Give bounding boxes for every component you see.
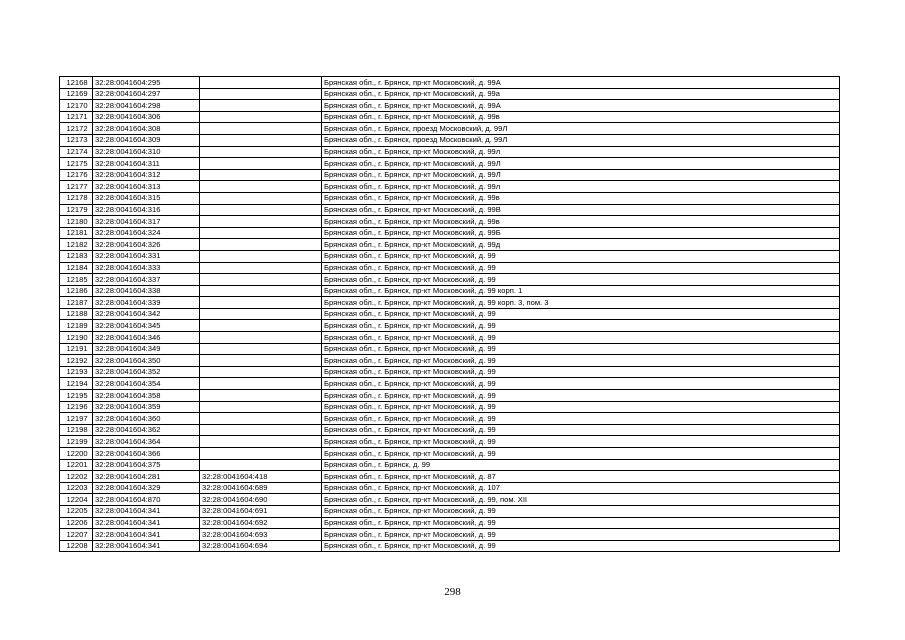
address-cell: Брянская обл., г. Брянск, пр-кт Московский, д. 99 <box>322 390 840 402</box>
cadastral-number-cell: 32:28:0041604:352 <box>93 366 200 378</box>
address-cell: Брянская обл., г. Брянск, пр-кт Московский, д. 99 корп. 3, пом. 3 <box>322 297 840 309</box>
row-number-cell: 12180 <box>60 216 93 228</box>
row-number-cell: 12187 <box>60 297 93 309</box>
parent-cadastral-number-cell <box>200 413 322 425</box>
table-row <box>60 77 840 89</box>
parent-cadastral-number-cell <box>200 77 322 89</box>
address-cell: Брянская обл., г. Брянск, пр-кт Московский, д. 99 корп. 1 <box>322 285 840 297</box>
address-cell: Брянская обл., г. Брянск, пр-кт Московский, д. 99 <box>322 401 840 413</box>
row-number-cell: 12182 <box>60 239 93 251</box>
row-number-cell: 12186 <box>60 285 93 297</box>
register-table-body <box>60 77 840 552</box>
address-cell: Брянская обл., г. Брянск, пр-кт Московский, д. 99 <box>322 355 840 367</box>
table-row <box>60 494 840 506</box>
cadastral-number-cell: 32:28:0041604:306 <box>93 111 200 123</box>
parent-cadastral-number-cell <box>200 448 322 460</box>
cadastral-number-cell: 32:28:0041604:313 <box>93 181 200 193</box>
table-row <box>60 181 840 193</box>
cadastral-number-cell: 32:28:0041604:364 <box>93 436 200 448</box>
row-number-cell: 12177 <box>60 181 93 193</box>
parent-cadastral-number-cell <box>200 88 322 100</box>
cadastral-number-cell: 32:28:0041604:360 <box>93 413 200 425</box>
cadastral-number-cell: 32:28:0041604:870 <box>93 494 200 506</box>
address-cell: Брянская обл., г. Брянск, пр-кт Московский, д. 99 <box>322 366 840 378</box>
cadastral-number-cell: 32:28:0041604:311 <box>93 158 200 170</box>
cadastral-number-cell: 32:28:0041604:358 <box>93 390 200 402</box>
table-row <box>60 204 840 216</box>
row-number-cell: 12200 <box>60 448 93 460</box>
cadastral-number-cell: 32:28:0041604:312 <box>93 169 200 181</box>
cadastral-number-cell: 32:28:0041604:375 <box>93 459 200 471</box>
address-cell: Брянская обл., г. Брянск, пр-кт Московский, д. 99 <box>322 262 840 274</box>
row-number-cell: 12181 <box>60 227 93 239</box>
table-row <box>60 343 840 355</box>
address-cell: Брянская обл., г. Брянск, пр-кт Московский, д. 99 <box>322 436 840 448</box>
register-table <box>59 76 840 552</box>
cadastral-number-cell: 32:28:0041604:309 <box>93 134 200 146</box>
address-cell: Брянская обл., г. Брянск, пр-кт Московский, д. 99д <box>322 239 840 251</box>
cadastral-number-cell: 32:28:0041604:341 <box>93 540 200 552</box>
row-number-cell: 12185 <box>60 274 93 286</box>
table-row <box>60 111 840 123</box>
row-number-cell: 12193 <box>60 366 93 378</box>
cadastral-number-cell: 32:28:0041604:316 <box>93 204 200 216</box>
table-row <box>60 297 840 309</box>
address-cell: Брянская обл., г. Брянск, пр-кт Московский, д. 99л <box>322 181 840 193</box>
cadastral-number-cell: 32:28:0041604:350 <box>93 355 200 367</box>
parent-cadastral-number-cell <box>200 308 322 320</box>
address-cell: Брянская обл., г. Брянск, проезд Московский, д. 99Л <box>322 134 840 146</box>
cadastral-number-cell: 32:28:0041604:331 <box>93 250 200 262</box>
parent-cadastral-number-cell: 32:28:0041604:692 <box>200 517 322 529</box>
row-number-cell: 12173 <box>60 134 93 146</box>
row-number-cell: 12169 <box>60 88 93 100</box>
parent-cadastral-number-cell <box>200 169 322 181</box>
address-cell: Брянская обл., г. Брянск, пр-кт Московский, д. 99 <box>322 320 840 332</box>
parent-cadastral-number-cell <box>200 250 322 262</box>
table-row <box>60 366 840 378</box>
address-cell: Брянская обл., г. Брянск, пр-кт Московский, д. 99Л <box>322 158 840 170</box>
cadastral-number-cell: 32:28:0041604:359 <box>93 401 200 413</box>
row-number-cell: 12197 <box>60 413 93 425</box>
table-row <box>60 517 840 529</box>
cadastral-number-cell: 32:28:0041604:297 <box>93 88 200 100</box>
row-number-cell: 12198 <box>60 424 93 436</box>
table-row <box>60 274 840 286</box>
parent-cadastral-number-cell <box>200 378 322 390</box>
row-number-cell: 12202 <box>60 471 93 483</box>
row-number-cell: 12170 <box>60 100 93 112</box>
table-row <box>60 169 840 181</box>
cadastral-number-cell: 32:28:0041604:346 <box>93 332 200 344</box>
row-number-cell: 12179 <box>60 204 93 216</box>
address-cell: Брянская обл., г. Брянск, пр-кт Московский, д. 99а <box>322 88 840 100</box>
address-cell: Брянская обл., г. Брянск, пр-кт Московский, д. 99 <box>322 274 840 286</box>
row-number-cell: 12189 <box>60 320 93 332</box>
parent-cadastral-number-cell <box>200 123 322 135</box>
parent-cadastral-number-cell <box>200 366 322 378</box>
parent-cadastral-number-cell <box>200 216 322 228</box>
parent-cadastral-number-cell <box>200 274 322 286</box>
parent-cadastral-number-cell <box>200 424 322 436</box>
table-row <box>60 424 840 436</box>
table-row <box>60 250 840 262</box>
parent-cadastral-number-cell <box>200 262 322 274</box>
table-row <box>60 413 840 425</box>
parent-cadastral-number-cell <box>200 285 322 297</box>
cadastral-number-cell: 32:28:0041604:324 <box>93 227 200 239</box>
table-row <box>60 123 840 135</box>
table-row <box>60 262 840 274</box>
row-number-cell: 12206 <box>60 517 93 529</box>
address-cell: Брянская обл., г. Брянск, пр-кт Московский, д. 87 <box>322 471 840 483</box>
cadastral-number-cell: 32:28:0041604:337 <box>93 274 200 286</box>
row-number-cell: 12194 <box>60 378 93 390</box>
row-number-cell: 12176 <box>60 169 93 181</box>
address-cell: Брянская обл., г. Брянск, пр-кт Московский, д. 99в <box>322 192 840 204</box>
table-row <box>60 158 840 170</box>
table-row <box>60 471 840 483</box>
cadastral-number-cell: 32:28:0041604:333 <box>93 262 200 274</box>
table-row <box>60 378 840 390</box>
parent-cadastral-number-cell: 32:28:0041604:694 <box>200 540 322 552</box>
address-cell: Брянская обл., г. Брянск, пр-кт Московский, д. 99 <box>322 378 840 390</box>
address-cell: Брянская обл., г. Брянск, пр-кт Московский, д. 99В <box>322 204 840 216</box>
parent-cadastral-number-cell <box>200 181 322 193</box>
row-number-cell: 12199 <box>60 436 93 448</box>
address-cell: Брянская обл., г. Брянск, пр-кт Московский, д. 99 <box>322 308 840 320</box>
row-number-cell: 12184 <box>60 262 93 274</box>
parent-cadastral-number-cell <box>200 355 322 367</box>
cadastral-number-cell: 32:28:0041604:298 <box>93 100 200 112</box>
address-cell: Брянская обл., г. Брянск, пр-кт Московский, д. 99 <box>322 332 840 344</box>
table-row <box>60 505 840 517</box>
cadastral-number-cell: 32:28:0041604:341 <box>93 517 200 529</box>
parent-cadastral-number-cell <box>200 158 322 170</box>
address-cell: Брянская обл., г. Брянск, пр-кт Московский, д. 99 <box>322 540 840 552</box>
table-row <box>60 216 840 228</box>
table-row <box>60 401 840 413</box>
table-row <box>60 192 840 204</box>
parent-cadastral-number-cell <box>200 146 322 158</box>
parent-cadastral-number-cell <box>200 204 322 216</box>
address-cell: Брянская обл., г. Брянск, проезд Московский, д. 99Л <box>322 123 840 135</box>
parent-cadastral-number-cell: 32:28:0041604:691 <box>200 505 322 517</box>
address-cell: Брянская обл., г. Брянск, пр-кт Московский, д. 99 <box>322 343 840 355</box>
table-row <box>60 436 840 448</box>
row-number-cell: 12183 <box>60 250 93 262</box>
table-row <box>60 540 840 552</box>
address-cell: Брянская обл., г. Брянск, пр-кт Московский, д. 99Б <box>322 227 840 239</box>
table-row <box>60 482 840 494</box>
register-table-container <box>59 76 839 552</box>
table-row <box>60 320 840 332</box>
table-row <box>60 355 840 367</box>
address-cell: Брянская обл., г. Брянск, пр-кт Московский, д. 99 <box>322 424 840 436</box>
table-row <box>60 134 840 146</box>
parent-cadastral-number-cell <box>200 192 322 204</box>
row-number-cell: 12203 <box>60 482 93 494</box>
parent-cadastral-number-cell <box>200 111 322 123</box>
address-cell: Брянская обл., г. Брянск, пр-кт Московский, д. 99л <box>322 146 840 158</box>
table-row <box>60 285 840 297</box>
row-number-cell: 12195 <box>60 390 93 402</box>
address-cell: Брянская обл., г. Брянск, пр-кт Московский, д. 99Л <box>322 169 840 181</box>
parent-cadastral-number-cell <box>200 239 322 251</box>
table-row <box>60 100 840 112</box>
table-row <box>60 332 840 344</box>
address-cell: Брянская обл., г. Брянск, д. 99 <box>322 459 840 471</box>
row-number-cell: 12208 <box>60 540 93 552</box>
parent-cadastral-number-cell <box>200 227 322 239</box>
row-number-cell: 12174 <box>60 146 93 158</box>
address-cell: Брянская обл., г. Брянск, пр-кт Московский, д. 99в <box>322 111 840 123</box>
table-row <box>60 239 840 251</box>
address-cell: Брянская обл., г. Брянск, пр-кт Московский, д. 99 <box>322 517 840 529</box>
parent-cadastral-number-cell: 32:28:0041604:693 <box>200 529 322 541</box>
address-cell: Брянская обл., г. Брянск, пр-кт Московский, д. 107 <box>322 482 840 494</box>
table-row <box>60 146 840 158</box>
cadastral-number-cell: 32:28:0041604:281 <box>93 471 200 483</box>
table-row <box>60 390 840 402</box>
address-cell: Брянская обл., г. Брянск, пр-кт Московский, д. 99 <box>322 505 840 517</box>
cadastral-number-cell: 32:28:0041604:308 <box>93 123 200 135</box>
cadastral-number-cell: 32:28:0041604:354 <box>93 378 200 390</box>
parent-cadastral-number-cell <box>200 343 322 355</box>
cadastral-number-cell: 32:28:0041604:338 <box>93 285 200 297</box>
row-number-cell: 12192 <box>60 355 93 367</box>
page-number: 298 <box>444 586 461 598</box>
address-cell: Брянская обл., г. Брянск, пр-кт Московский, д. 99А <box>322 100 840 112</box>
parent-cadastral-number-cell <box>200 332 322 344</box>
row-number-cell: 12207 <box>60 529 93 541</box>
table-row <box>60 529 840 541</box>
parent-cadastral-number-cell <box>200 100 322 112</box>
parent-cadastral-number-cell: 32:28:0041604:418 <box>200 471 322 483</box>
address-cell: Брянская обл., г. Брянск, пр-кт Московский, д. 99А <box>322 77 840 89</box>
table-row <box>60 308 840 320</box>
row-number-cell: 12191 <box>60 343 93 355</box>
parent-cadastral-number-cell <box>200 390 322 402</box>
address-cell: Брянская обл., г. Брянск, пр-кт Московский, д. 99 <box>322 529 840 541</box>
parent-cadastral-number-cell <box>200 459 322 471</box>
parent-cadastral-number-cell <box>200 401 322 413</box>
cadastral-number-cell: 32:28:0041604:326 <box>93 239 200 251</box>
table-row <box>60 227 840 239</box>
address-cell: Брянская обл., г. Брянск, пр-кт Московский, д. 99в <box>322 216 840 228</box>
parent-cadastral-number-cell <box>200 297 322 309</box>
row-number-cell: 12201 <box>60 459 93 471</box>
address-cell: Брянская обл., г. Брянск, пр-кт Московский, д. 99 <box>322 250 840 262</box>
parent-cadastral-number-cell <box>200 134 322 146</box>
cadastral-number-cell: 32:28:0041604:329 <box>93 482 200 494</box>
row-number-cell: 12204 <box>60 494 93 506</box>
parent-cadastral-number-cell <box>200 320 322 332</box>
cadastral-number-cell: 32:28:0041604:310 <box>93 146 200 158</box>
cadastral-number-cell: 32:28:0041604:317 <box>93 216 200 228</box>
address-cell: Брянская обл., г. Брянск, пр-кт Московский, д. 99 <box>322 448 840 460</box>
parent-cadastral-number-cell <box>200 436 322 448</box>
parent-cadastral-number-cell: 32:28:0041604:690 <box>200 494 322 506</box>
address-cell: Брянская обл., г. Брянск, пр-кт Московский, д. 99 <box>322 413 840 425</box>
cadastral-number-cell: 32:28:0041604:341 <box>93 505 200 517</box>
table-row <box>60 459 840 471</box>
row-number-cell: 12171 <box>60 111 93 123</box>
row-number-cell: 12175 <box>60 158 93 170</box>
row-number-cell: 12178 <box>60 192 93 204</box>
cadastral-number-cell: 32:28:0041604:341 <box>93 529 200 541</box>
cadastral-number-cell: 32:28:0041604:342 <box>93 308 200 320</box>
row-number-cell: 12168 <box>60 77 93 89</box>
cadastral-number-cell: 32:28:0041604:339 <box>93 297 200 309</box>
cadastral-number-cell: 32:28:0041604:349 <box>93 343 200 355</box>
cadastral-number-cell: 32:28:0041604:295 <box>93 77 200 89</box>
cadastral-number-cell: 32:28:0041604:315 <box>93 192 200 204</box>
cadastral-number-cell: 32:28:0041604:345 <box>93 320 200 332</box>
parent-cadastral-number-cell: 32:28:0041604:689 <box>200 482 322 494</box>
row-number-cell: 12188 <box>60 308 93 320</box>
row-number-cell: 12205 <box>60 505 93 517</box>
row-number-cell: 12196 <box>60 401 93 413</box>
address-cell: Брянская обл., г. Брянск, пр-кт Московский, д. 99, пом. XII <box>322 494 840 506</box>
row-number-cell: 12172 <box>60 123 93 135</box>
table-row <box>60 448 840 460</box>
row-number-cell: 12190 <box>60 332 93 344</box>
cadastral-number-cell: 32:28:0041604:362 <box>93 424 200 436</box>
table-row <box>60 88 840 100</box>
cadastral-number-cell: 32:28:0041604:366 <box>93 448 200 460</box>
